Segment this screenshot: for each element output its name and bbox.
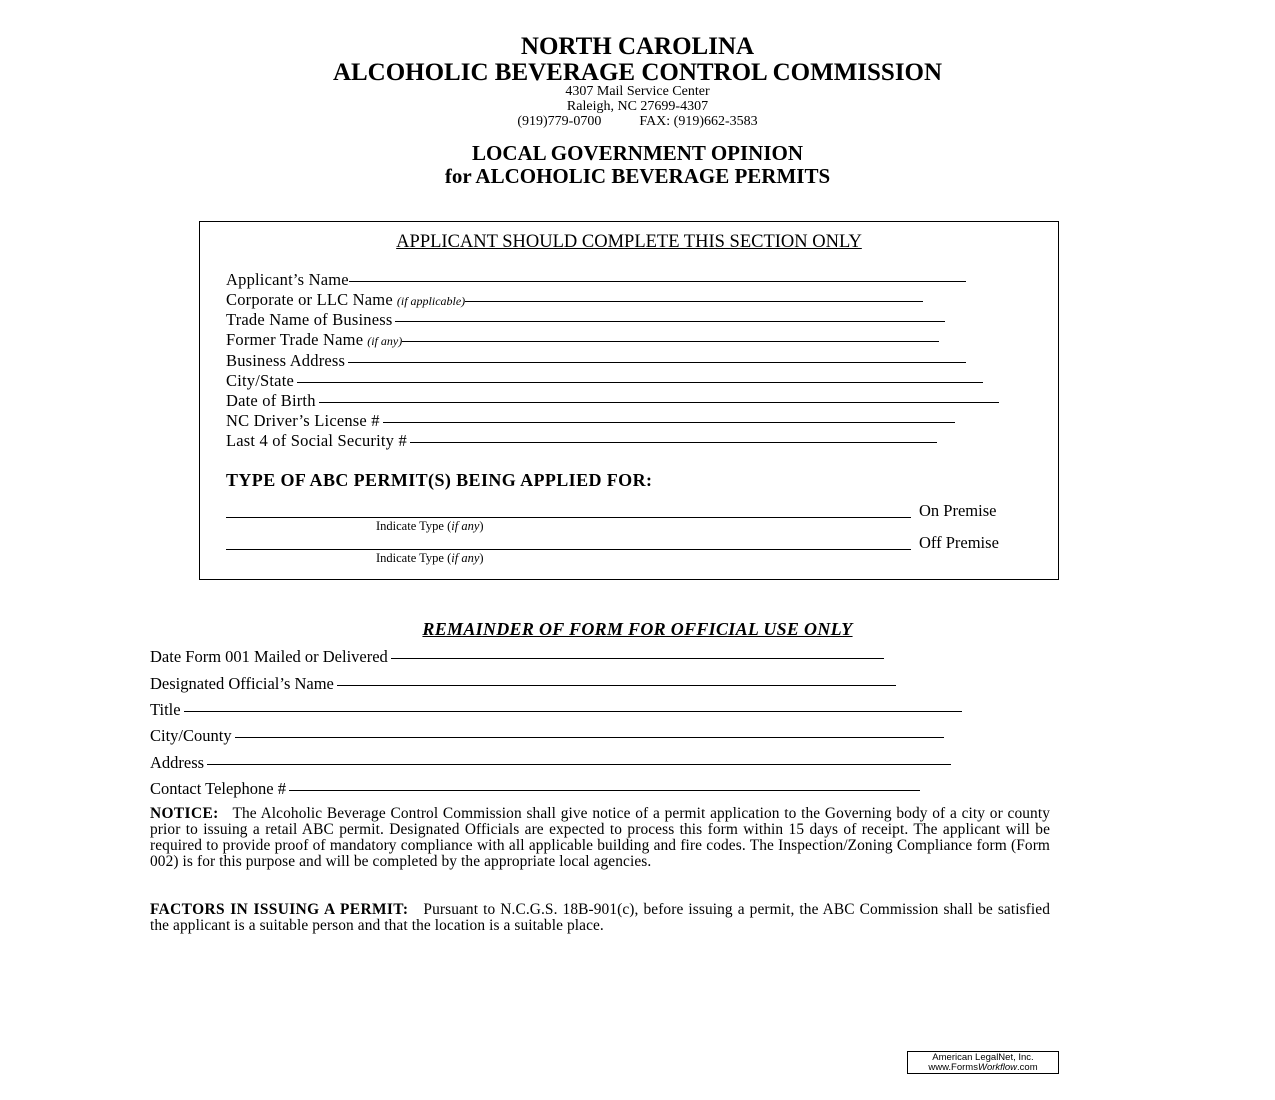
title-field[interactable] <box>150 700 962 720</box>
field-label: Last 4 of Social Security # <box>226 431 407 450</box>
applicant-name-field[interactable] <box>226 270 966 290</box>
trade-name-line[interactable] <box>395 320 945 322</box>
city-state-line[interactable] <box>297 381 983 383</box>
former-trade-name-line[interactable] <box>402 340 939 342</box>
if-any-text: if any <box>451 519 480 533</box>
factors-paragraph <box>150 902 1050 934</box>
city-state-field[interactable] <box>226 371 983 391</box>
corporate-name-field[interactable] <box>226 290 923 311</box>
city-county-field[interactable] <box>150 726 944 746</box>
on-premise-label: On Premise <box>919 501 997 520</box>
field-label: NC Driver’s License # <box>226 411 380 430</box>
if-any-text: if any <box>451 551 480 565</box>
publisher-name: American LegalNet, Inc. <box>932 1052 1034 1063</box>
drivers-license-field[interactable] <box>226 411 955 431</box>
business-address-field[interactable] <box>226 351 966 371</box>
date-mailed-line[interactable] <box>391 657 884 659</box>
on-premise-line[interactable] <box>226 517 911 518</box>
date-mailed-field[interactable] <box>150 647 884 667</box>
form-subtitle: for ALCOHOLIC BEVERAGE PERMITS <box>444 164 831 188</box>
field-label: Date Form 001 Mailed or Delivered <box>150 647 388 666</box>
url-suffix: .com <box>1017 1062 1038 1073</box>
factors-text: Pursuant to N.C.G.S. 18B-901(c), before issuing a permit, the ABC Commission shall be satisfied the applicant is a suitable person and that the location is a suitable place. <box>150 901 1051 934</box>
indicate-close-text: ) <box>479 519 484 533</box>
field-label: City/State <box>226 371 294 390</box>
official-name-line[interactable] <box>337 684 896 686</box>
form-title: LOCAL GOVERNMENT OPINION <box>472 141 803 165</box>
address-line-2: Raleigh, NC 27699-4307 <box>566 99 709 114</box>
off-premise-line[interactable] <box>226 549 911 550</box>
official-use-heading: REMAINDER OF FORM FOR OFFICIAL USE ONLY <box>422 619 853 639</box>
city-county-line[interactable] <box>235 736 944 738</box>
field-label: Designated Official’s Name <box>150 674 334 693</box>
indicate-close-text: ) <box>479 551 484 565</box>
field-label: Contact Telephone # <box>150 779 287 798</box>
field-label: Business Address <box>226 351 346 370</box>
url-prefix: www.Forms <box>928 1062 978 1073</box>
indicate-type-text: Indicate Type ( <box>376 519 452 533</box>
trade-name-field[interactable] <box>226 310 945 330</box>
field-label: Corporate or LLC Name <box>226 290 393 309</box>
publisher-box <box>907 1051 1059 1074</box>
corporate-name-line[interactable] <box>465 300 923 302</box>
url-italic: Workflow <box>977 1062 1018 1073</box>
address-line-1: 4307 Mail Service Center <box>565 84 710 99</box>
title-line[interactable] <box>184 710 962 712</box>
publisher-url <box>908 1063 1058 1073</box>
official-name-field[interactable] <box>150 674 896 694</box>
field-label: Address <box>150 753 205 772</box>
drivers-license-line[interactable] <box>383 421 955 423</box>
field-label: Title <box>150 700 181 719</box>
state-heading: NORTH CAROLINA <box>520 33 755 60</box>
ssn-last4-line[interactable] <box>410 441 937 443</box>
field-note: (if any) <box>367 334 403 348</box>
contact-line <box>0 114 1275 129</box>
address-field[interactable] <box>150 753 951 773</box>
agency-heading: ALCOHOLIC BEVERAGE CONTROL COMMISSION <box>332 59 943 86</box>
former-trade-name-field[interactable] <box>226 330 939 351</box>
notice-text: The Alcoholic Beverage Control Commission shall give notice of a permit application to the Governing body of a city or county prior to issuing a retail ABC permit. Designated Officials are expected to process this form within 15 days of receipt. The applicant will be required to provide proof of mandatory compliance with all applicable building and fire codes. The Inspection/Zoning Compliance form (Form 002) is for this purpose and will be completed by the appropriate local agencies. <box>150 805 1050 870</box>
phone-number: (919)779-0700 <box>517 114 602 129</box>
factors-label: FACTORS IN ISSUING A PERMIT: <box>150 901 409 918</box>
field-label: City/County <box>150 726 232 745</box>
applicant-section-heading: APPLICANT SHOULD COMPLETE THIS SECTION ONLY <box>396 232 862 252</box>
off-premise-indicate-type <box>376 551 484 566</box>
date-of-birth-field[interactable] <box>226 391 999 411</box>
field-label: Former Trade Name <box>226 330 364 349</box>
applicant-section <box>199 221 1059 580</box>
on-premise-indicate-type <box>376 519 484 534</box>
business-address-line[interactable] <box>348 361 966 363</box>
notice-label: NOTICE: <box>150 805 219 822</box>
field-label: Applicant’s Name <box>226 270 349 289</box>
field-label: Trade Name of Business <box>226 310 393 329</box>
field-label: Date of Birth <box>226 391 316 410</box>
applicant-name-line[interactable] <box>349 280 966 282</box>
off-premise-label: Off Premise <box>919 533 999 552</box>
address-line[interactable] <box>207 763 951 765</box>
ssn-last4-field[interactable] <box>226 431 937 451</box>
contact-telephone-field[interactable] <box>150 779 920 799</box>
indicate-type-text: Indicate Type ( <box>376 551 452 565</box>
field-note: (if applicable) <box>396 294 466 308</box>
fax-number: FAX: (919)662-3583 <box>639 114 758 129</box>
contact-telephone-line[interactable] <box>289 789 920 791</box>
date-of-birth-line[interactable] <box>319 401 999 403</box>
notice-paragraph <box>150 806 1050 870</box>
permit-type-heading: TYPE OF ABC PERMIT(S) BEING APPLIED FOR: <box>226 470 653 490</box>
